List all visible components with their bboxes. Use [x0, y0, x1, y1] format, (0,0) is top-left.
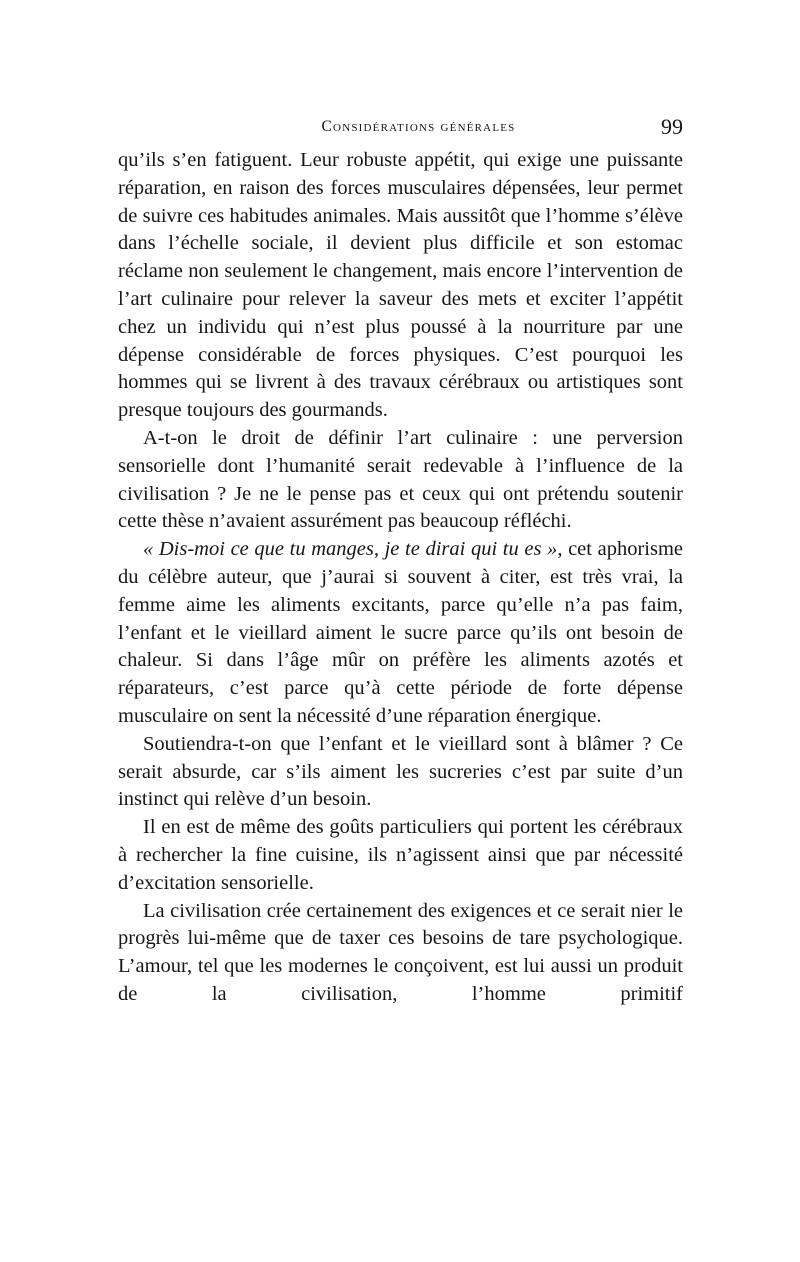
paragraph	[118, 536, 683, 731]
page-number: 99	[661, 114, 683, 139]
paragraph: Il en est de même des goûts particuliers qui portent les cérébraux à rechercher la fine cuisine, ils n’agissent ainsi que par nécessité d’excitation sensorielle.	[118, 816, 683, 894]
paragraph: qu’ils s’en fatiguent. Leur robuste appétit, qui exige une puissante réparation, en raison des forces musculaires dépensées, leur permet de suivre ces habitudes animales. Mais aussitôt que l’homme s’élève dans l’échelle sociale, il devient plus difficile et son estomac réclame non seulement le changement, mais encore l’intervention de l’art culinaire pour relever la saveur des mets et exciter l’appétit chez un individu qui n’est plus poussé à la nourriture par une dépense considérable de forces physiques. C’est pourquoi les hommes qui se livrent à des travaux cérébraux ou artistiques sont presque toujours des gourmands.	[118, 149, 683, 422]
body-text	[118, 147, 683, 1009]
running-header	[118, 114, 683, 144]
quotation: « Dis-moi ce que tu manges, je te dirai qui tu es »	[143, 538, 558, 561]
paragraph: Soutiendra-t-on que l’enfant et le vieillard sont à blâmer ? Ce serait absurde, car s’ils aiment les sucreries c’est par suite d’un instinct qui relève d’un besoin.	[118, 732, 683, 811]
paragraph: A-t-on le droit de définir l’art culinaire : une perversion sensorielle dont l’humanité serait redevable à l’influence de la civilisation ? Je ne le pense pas et ceux qui ont prétendu soutenir cette thèse n’avaient assurément pas beaucoup réfléchi.	[118, 426, 683, 533]
paragraph-text: , cet aphorisme du célèbre auteur, que j’aurai si souvent à citer, est très vrai, la femme aime les aliments excitants, parce qu’elle n’a pas faim, l’enfant et le vieillard aiment le sucre parce qu’ils ont besoin de chaleur. Si dans l’âge mûr on préfère les aliments azotés et réparateurs, c’est parce qu’à cette période de forte dépense musculaire on sent la nécessité d’une réparation énergique.	[118, 538, 683, 727]
paragraph: La civilisation crée certainement des exigences et ce serait nier le progrès lui-même que de taxer ces besoins de tare psychologique. L’amour, tel que les modernes le conçoivent, est lui aussi un produit de la civilisation, l’homme primitif	[118, 899, 683, 1005]
chapter-title: Considérations générales	[321, 118, 516, 135]
